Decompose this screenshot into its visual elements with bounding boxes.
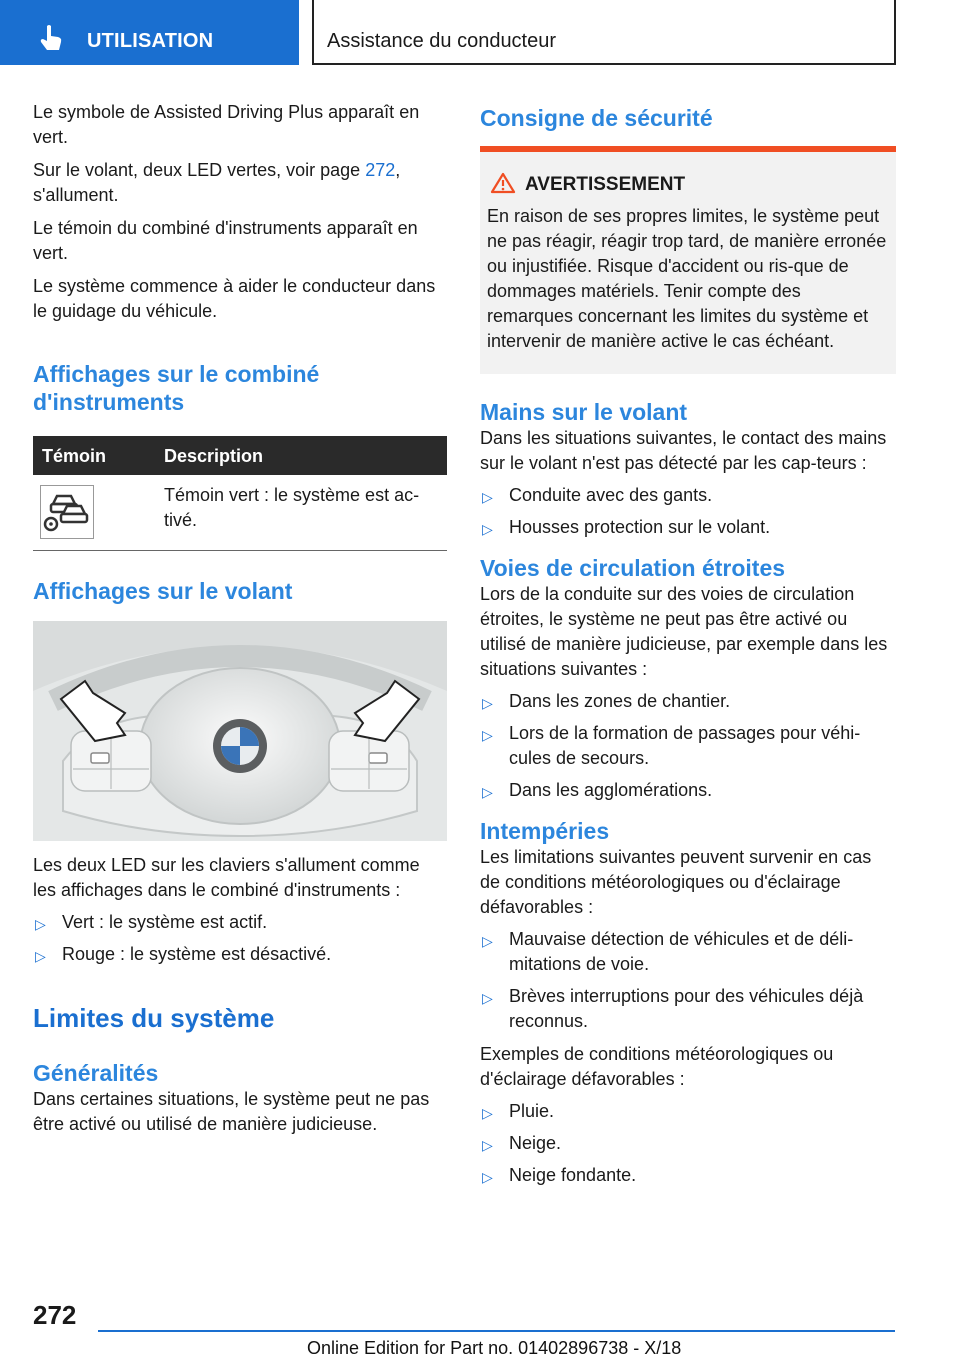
warning-triangle-icon bbox=[490, 172, 516, 194]
led-paragraph: Les deux LED sur les claviers s'allument comme les affichages dans le combiné d'instruments : bbox=[33, 855, 420, 900]
led-bullet-list bbox=[33, 910, 447, 967]
intemperies-bullet-list bbox=[480, 927, 896, 1034]
intro-comma: , bbox=[395, 160, 401, 180]
heading-generalites: Généralités bbox=[33, 1060, 159, 1086]
triangle-bullet-icon: ▷ bbox=[482, 933, 493, 949]
steering-wheel-image bbox=[33, 621, 447, 841]
triangle-bullet-icon: ▷ bbox=[482, 1105, 493, 1121]
triangle-bullet-icon: ▷ bbox=[482, 990, 493, 1006]
indicator-description: Témoin vert : le système est ac-tivé. bbox=[164, 485, 420, 530]
list-item bbox=[480, 689, 896, 714]
heading-instruments: Affichages sur le combiné d'instruments bbox=[33, 361, 320, 415]
mains-paragraph: Dans les situations suivantes, le contact des mains sur le volant n'est pas détecté par les cap-teurs : bbox=[480, 428, 887, 473]
triangle-bullet-icon: ▷ bbox=[482, 1169, 493, 1185]
column-header-temoin: Témoin bbox=[42, 446, 107, 466]
assist-indicator-cell bbox=[40, 485, 94, 539]
exemples-bullet-list bbox=[480, 1099, 896, 1188]
triangle-bullet-icon: ▷ bbox=[482, 784, 493, 800]
warning-title bbox=[487, 172, 889, 197]
list-item bbox=[480, 778, 896, 803]
list-item-text: Neige. bbox=[509, 1133, 562, 1153]
right-column bbox=[480, 100, 896, 1188]
generalites-paragraph: Dans certaines situations, le système peut ne pas être activé ou utilisé de manière judicieuse. bbox=[33, 1089, 430, 1134]
intro-paragraph-2 bbox=[33, 158, 447, 208]
exemples-paragraph: Exemples de conditions météorologiques ou d'éclairage défavorables : bbox=[480, 1044, 834, 1089]
list-item-text: Neige fondante. bbox=[509, 1165, 637, 1185]
list-item bbox=[480, 1099, 896, 1124]
hand-pointer-icon bbox=[38, 24, 64, 52]
list-item bbox=[480, 721, 896, 771]
intemperies-paragraph: Les limitations suivantes peuvent survenir en cas de conditions météorologiques ou d'éclairage défavorables : bbox=[480, 847, 872, 917]
list-item-text: Lors de la formation de passages pour véhi-cules de secours. bbox=[509, 723, 861, 768]
footer-divider bbox=[98, 1330, 895, 1332]
intro-paragraph-4: Le système commence à aider le conducteur dans le guidage du véhicule. bbox=[33, 276, 436, 321]
list-item bbox=[33, 910, 447, 935]
page-number: 272 bbox=[33, 1300, 77, 1330]
driving-assistant-icon bbox=[41, 486, 93, 538]
chapter-header bbox=[312, 0, 896, 65]
intro-text-end: s'allument. bbox=[33, 185, 119, 205]
intro-text: Sur le volant, deux LED vertes, voir page bbox=[33, 160, 366, 180]
section-tab-label: UTILISATION bbox=[87, 30, 214, 52]
list-item bbox=[480, 515, 896, 540]
voies-paragraph: Lors de la conduite sur des voies de circulation étroites, le système ne peut pas être activé ou utilisé de manière judicieuse, par exemple dans les situations suivantes : bbox=[480, 584, 888, 679]
triangle-bullet-icon: ▷ bbox=[482, 727, 493, 743]
list-item bbox=[480, 483, 896, 508]
triangle-bullet-icon: ▷ bbox=[482, 489, 493, 505]
triangle-bullet-icon: ▷ bbox=[35, 916, 46, 932]
table-header bbox=[33, 436, 447, 475]
intro-paragraph-1: Le symbole de Assisted Driving Plus apparaît en vert. bbox=[33, 102, 420, 147]
triangle-bullet-icon: ▷ bbox=[482, 1137, 493, 1153]
list-item-text: Brèves interruptions pour des véhicules déjà reconnus. bbox=[509, 986, 864, 1031]
list-item bbox=[480, 1163, 896, 1188]
heading-voies: Voies de circulation étroites bbox=[480, 555, 786, 581]
mains-bullet-list bbox=[480, 483, 896, 540]
list-item-text: Housses protection sur le volant. bbox=[509, 517, 771, 537]
list-item bbox=[480, 927, 896, 977]
edition-text: Online Edition for Part no. 01402896738 - X/18 bbox=[307, 1338, 682, 1358]
heading-limites: Limites du système bbox=[33, 1003, 275, 1033]
warning-box bbox=[480, 152, 896, 374]
triangle-bullet-icon: ▷ bbox=[482, 695, 493, 711]
warning-title-text: AVERTISSEMENT bbox=[525, 174, 686, 195]
heading-consigne: Consigne de sécurité bbox=[480, 105, 713, 131]
voies-bullet-list bbox=[480, 689, 896, 803]
list-item bbox=[480, 984, 896, 1034]
column-header-description: Description bbox=[164, 446, 264, 466]
warning-text: En raison de ses propres limites, le système peut ne pas réagir, réagir trop tard, de manière erronée ou injustifiée. Risque d'accident ou ris-que de dommages matériels. Tenir compte des remarques concernant les limites du système et intervenir de manière active le cas échéant. bbox=[487, 206, 887, 351]
heading-volant: Affichages sur le volant bbox=[33, 578, 293, 604]
section-tab[interactable] bbox=[0, 0, 299, 65]
heading-intemperies: Intempéries bbox=[480, 818, 610, 844]
list-item-text: Dans les zones de chantier. bbox=[509, 691, 731, 711]
chapter-title: Assistance du conducteur bbox=[327, 30, 557, 52]
left-column bbox=[33, 100, 447, 1137]
list-item-text: Dans les agglomérations. bbox=[509, 780, 713, 800]
list-item bbox=[480, 1131, 896, 1156]
intro-paragraph-3: Le témoin du combiné d'instruments apparaît en vert. bbox=[33, 218, 418, 263]
page-link[interactable]: 272 bbox=[365, 160, 396, 180]
indicator-table bbox=[33, 436, 447, 551]
triangle-bullet-icon: ▷ bbox=[35, 948, 46, 964]
heading-mains: Mains sur le volant bbox=[480, 399, 688, 425]
steering-wheel-illustration bbox=[33, 621, 447, 841]
list-item-text: Vert : le système est actif. bbox=[62, 912, 268, 932]
list-item-text: Conduite avec des gants. bbox=[509, 485, 713, 505]
list-item bbox=[33, 942, 447, 967]
list-item-text: Pluie. bbox=[509, 1101, 555, 1121]
list-item-text: Rouge : le système est désactivé. bbox=[62, 944, 332, 964]
table-row bbox=[33, 475, 447, 551]
list-item-text: Mauvaise détection de véhicules et de déli-mitations de voie. bbox=[509, 929, 854, 974]
triangle-bullet-icon: ▷ bbox=[482, 521, 493, 537]
